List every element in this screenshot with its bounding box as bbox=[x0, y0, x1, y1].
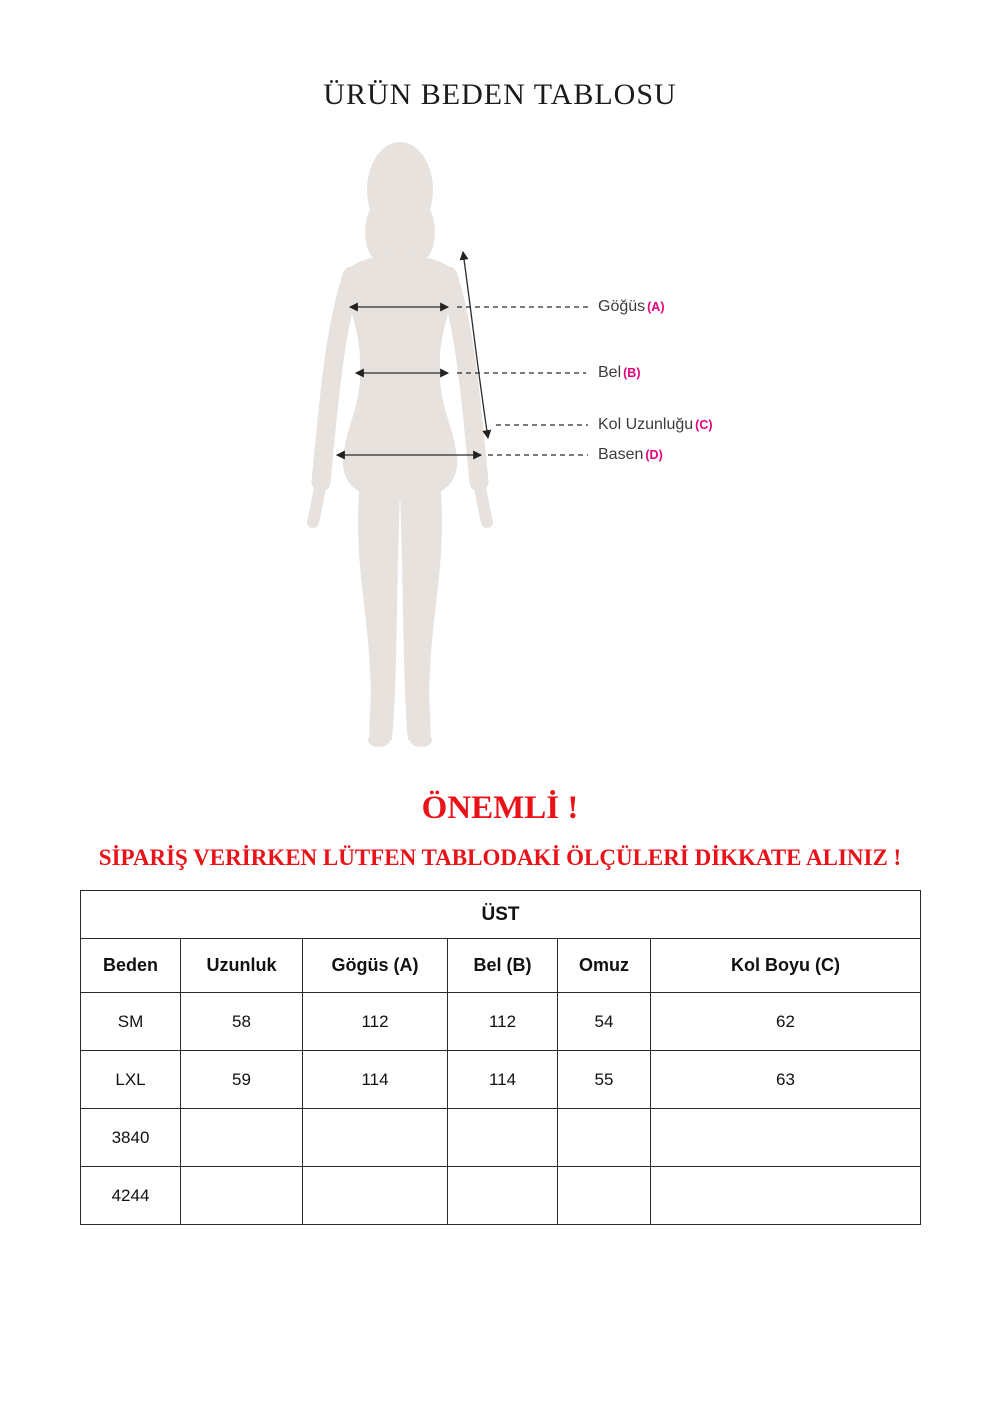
body-silhouette bbox=[313, 142, 487, 747]
table-cell bbox=[558, 1109, 651, 1167]
table-cell: 55 bbox=[558, 1051, 651, 1109]
table-cell bbox=[303, 1109, 448, 1167]
measurement-label-text: Göğüs bbox=[598, 298, 646, 315]
table-cell: 4244 bbox=[81, 1167, 181, 1225]
measurement-label-text: Basen bbox=[598, 446, 644, 463]
silhouette-hand-right bbox=[479, 482, 487, 522]
table-cell: 58 bbox=[181, 993, 303, 1051]
table-cell: 114 bbox=[303, 1051, 448, 1109]
measurement-label-text: Bel bbox=[598, 364, 622, 381]
table-cell bbox=[448, 1109, 558, 1167]
table-group-header: ÜST bbox=[81, 891, 921, 939]
measurement-marker-d: (D) bbox=[645, 448, 663, 462]
measurement-label-hip bbox=[598, 443, 663, 467]
measurement-marker-b: (B) bbox=[623, 366, 641, 380]
table-cell bbox=[181, 1167, 303, 1225]
table-cell: 54 bbox=[558, 993, 651, 1051]
table-cell: 112 bbox=[303, 993, 448, 1051]
table-cell bbox=[181, 1109, 303, 1167]
column-header-uzunluk: Uzunluk bbox=[181, 939, 303, 993]
table-cell: 114 bbox=[448, 1051, 558, 1109]
warning-text: SİPARİŞ VERİRKEN LÜTFEN TABLODAKİ ÖLÇÜLERİ DİKKATE ALINIZ ! bbox=[98, 845, 902, 870]
column-header-bel: Bel (B) bbox=[448, 939, 558, 993]
measurement-marker-c: (C) bbox=[695, 418, 713, 432]
table-cell bbox=[303, 1167, 448, 1225]
table-cell: 59 bbox=[181, 1051, 303, 1109]
silhouette-leg-left bbox=[358, 478, 399, 740]
size-table bbox=[80, 890, 921, 1225]
page-title: ÜRÜN BEDEN TABLOSU bbox=[323, 78, 677, 111]
column-header-beden: Beden bbox=[81, 939, 181, 993]
measurement-marker-a: (A) bbox=[647, 300, 665, 314]
table-group-row bbox=[81, 891, 921, 939]
table-cell bbox=[558, 1167, 651, 1225]
table-row-3840 bbox=[81, 1109, 921, 1167]
table-cell: 112 bbox=[448, 993, 558, 1051]
table-row-4244 bbox=[81, 1167, 921, 1225]
column-header-omuz: Omuz bbox=[558, 939, 651, 993]
measurement-label-waist bbox=[598, 361, 640, 385]
silhouette-hand-left bbox=[313, 482, 321, 522]
table-cell bbox=[448, 1167, 558, 1225]
table-cell: 63 bbox=[651, 1051, 921, 1109]
measurement-label-arm-length bbox=[598, 413, 713, 437]
measurement-figure bbox=[0, 130, 1000, 785]
table-cell: SM bbox=[81, 993, 181, 1051]
measurement-label-text: Kol Uzunluğu bbox=[598, 416, 694, 433]
table-row-lxl bbox=[81, 1051, 921, 1109]
silhouette-foot-left bbox=[368, 733, 390, 747]
silhouette-torso bbox=[343, 255, 457, 502]
table-header-row bbox=[81, 939, 921, 993]
table-cell bbox=[651, 1109, 921, 1167]
table-cell bbox=[651, 1167, 921, 1225]
silhouette-leg-right bbox=[401, 478, 442, 740]
table-row-sm bbox=[81, 993, 921, 1051]
measurement-label-chest bbox=[598, 295, 665, 319]
important-heading: ÖNEMLİ ! bbox=[421, 790, 579, 826]
body-silhouette-and-arrows bbox=[0, 130, 1000, 785]
table-cell: LXL bbox=[81, 1051, 181, 1109]
table-cell: 3840 bbox=[81, 1109, 181, 1167]
column-header-gogus: Gögüs (A) bbox=[303, 939, 448, 993]
table-cell: 62 bbox=[651, 993, 921, 1051]
column-header-kol-boyu: Kol Boyu (C) bbox=[651, 939, 921, 993]
silhouette-foot-right bbox=[410, 733, 432, 747]
